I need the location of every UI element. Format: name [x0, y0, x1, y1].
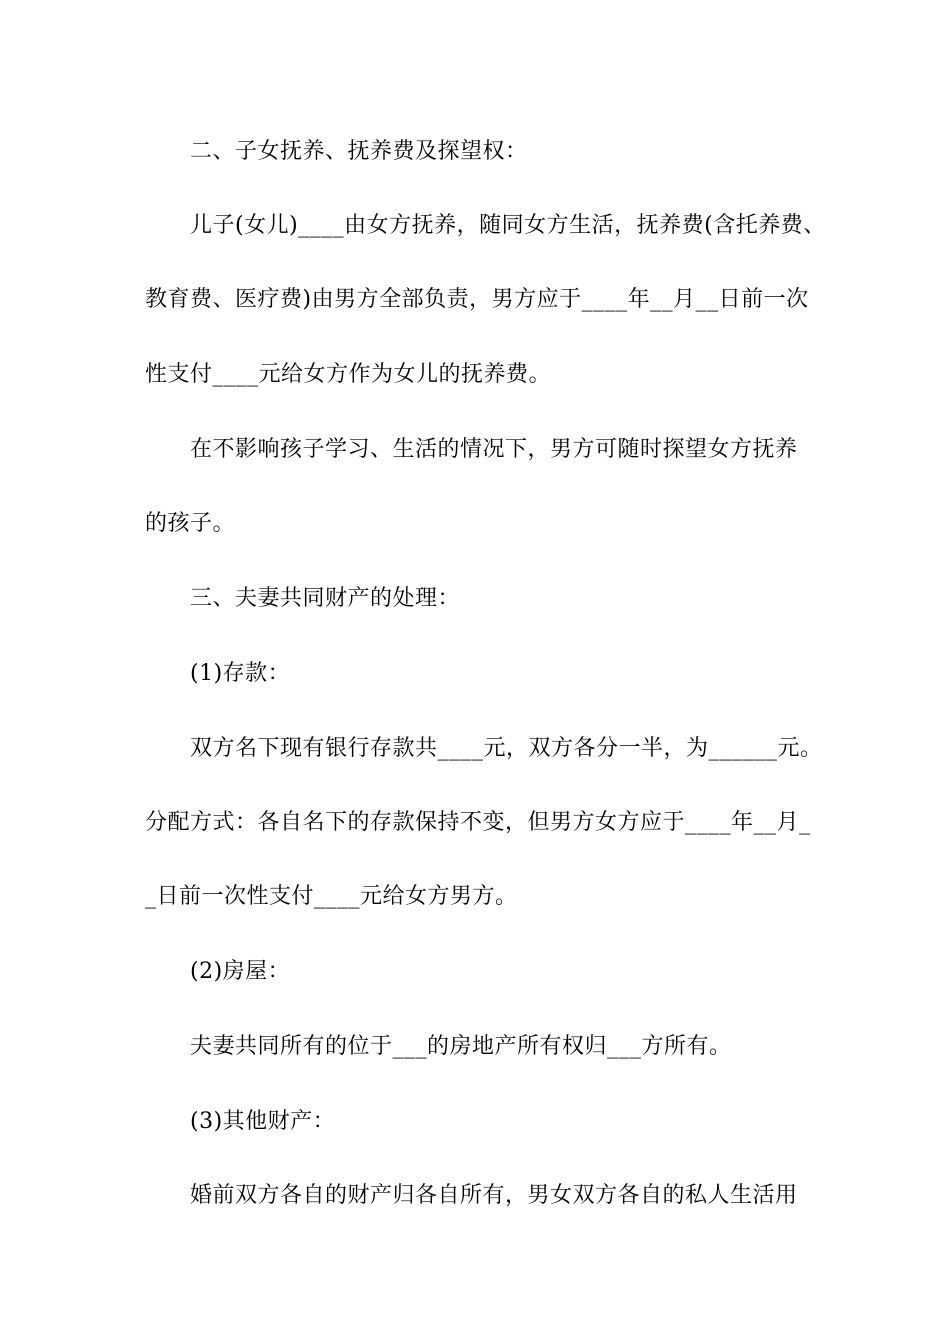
paragraph-line: _日前一次性支付____元给女方男方。: [145, 884, 518, 909]
paragraph-line: 性支付____元给女方作为女儿的抚养费。: [145, 362, 552, 387]
paragraph-line: 分配方式：各自名下的存款保持不变，但男方女方应于____年__月_: [145, 810, 811, 835]
paragraph-line: 儿子(女儿)____由女方抚养，随同女方生活，抚养费(含托养费、: [190, 213, 826, 238]
paragraph-line: 的孩子。: [145, 511, 236, 536]
paragraph-line: 在不影响孩子学习、生活的情况下，男方可随时探望女方抚养: [190, 437, 798, 462]
subheading-deposits: (1)存款：: [190, 661, 291, 686]
paragraph-line: 教育费、医疗费)由男方全部负责，男方应于____年__月__日前一次: [145, 287, 809, 312]
section-heading-child-custody: 二、子女抚养、抚养费及探望权：: [190, 139, 528, 164]
subheading-house: (2)房屋：: [190, 959, 291, 984]
paragraph-line: 婚前双方各自的财产归各自所有，男女双方各自的私人生活用: [190, 1183, 798, 1208]
subheading-other-property: (3)其他财产：: [190, 1109, 336, 1134]
paragraph-line: 双方名下现有银行存款共____元，双方各分一半，为______元。: [190, 736, 823, 761]
paragraph-line: 夫妻共同所有的位于___的房地产所有权归___方所有。: [190, 1034, 732, 1059]
section-heading-property: 三、夫妻共同财产的处理：: [190, 586, 461, 611]
